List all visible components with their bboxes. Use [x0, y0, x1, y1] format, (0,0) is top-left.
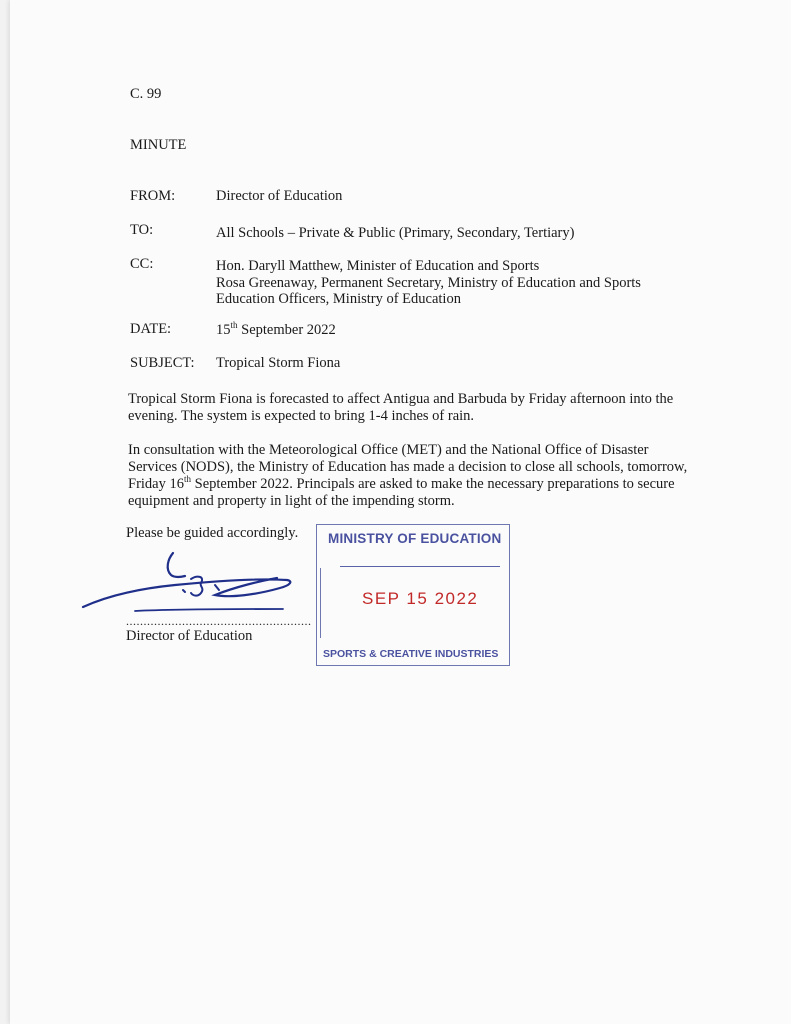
para2-after: September 2022. Principals are asked to make the necessary preparations to secure equipment and property in light of the impending storm. [128, 476, 675, 509]
cc-value-3: Education Officers, Ministry of Education [216, 291, 461, 307]
from-label: FROM: [130, 188, 176, 204]
subject-label: SUBJECT: [130, 355, 195, 371]
date-suffix: th [230, 320, 238, 331]
date-rest: September 2022 [237, 322, 336, 338]
to-value: All Schools – Private & Public (Primary, Secondary, Tertiary) [216, 225, 575, 241]
cc-label: CC: [130, 256, 154, 272]
stamp-divider [340, 566, 500, 567]
stamp-date: SEP 15 2022 [362, 589, 479, 608]
date-value [216, 322, 336, 339]
memo-reference: C. 99 [130, 86, 162, 102]
cc-value-1: Hon. Daryll Matthew, Minister of Education and Sports [216, 258, 540, 274]
cc-value-2: Rosa Greenaway, Permanent Secretary, Ministry of Education and Sports [216, 275, 641, 291]
stamp-bottom-text: SPORTS & CREATIVE INDUSTRIES [323, 648, 499, 660]
body-paragraph-1: Tropical Storm Fiona is forecasted to affect Antigua and Barbuda by Friday afternoon into the evening. The system is expected to bring 1-4 inches of rain. [128, 391, 674, 424]
para2-before: In consultation with the Meteorological Office (MET) and the National Office of Disaster Services (NODS), the Ministry of Education has made a decision to close all schools, tomorrow, Friday 16 [128, 442, 688, 492]
stamp-top-text: MINISTRY OF EDUCATION [328, 531, 502, 546]
para2-sup: th [183, 474, 191, 485]
document-page [10, 0, 791, 1024]
signature-line: ..................................................... [126, 614, 312, 628]
date-label: DATE: [130, 321, 172, 337]
date-day: 15 [216, 322, 231, 338]
subject-value: Tropical Storm Fiona [216, 355, 341, 371]
stamp-inner-rule [320, 568, 321, 638]
signatory-title: Director of Education [126, 628, 253, 644]
signature-image [65, 545, 305, 620]
memo-type: MINUTE [130, 137, 187, 153]
to-label: TO: [130, 222, 154, 238]
closing-line: Please be guided accordingly. [126, 525, 299, 541]
body-paragraph-2 [128, 442, 688, 510]
from-value: Director of Education [216, 188, 343, 204]
